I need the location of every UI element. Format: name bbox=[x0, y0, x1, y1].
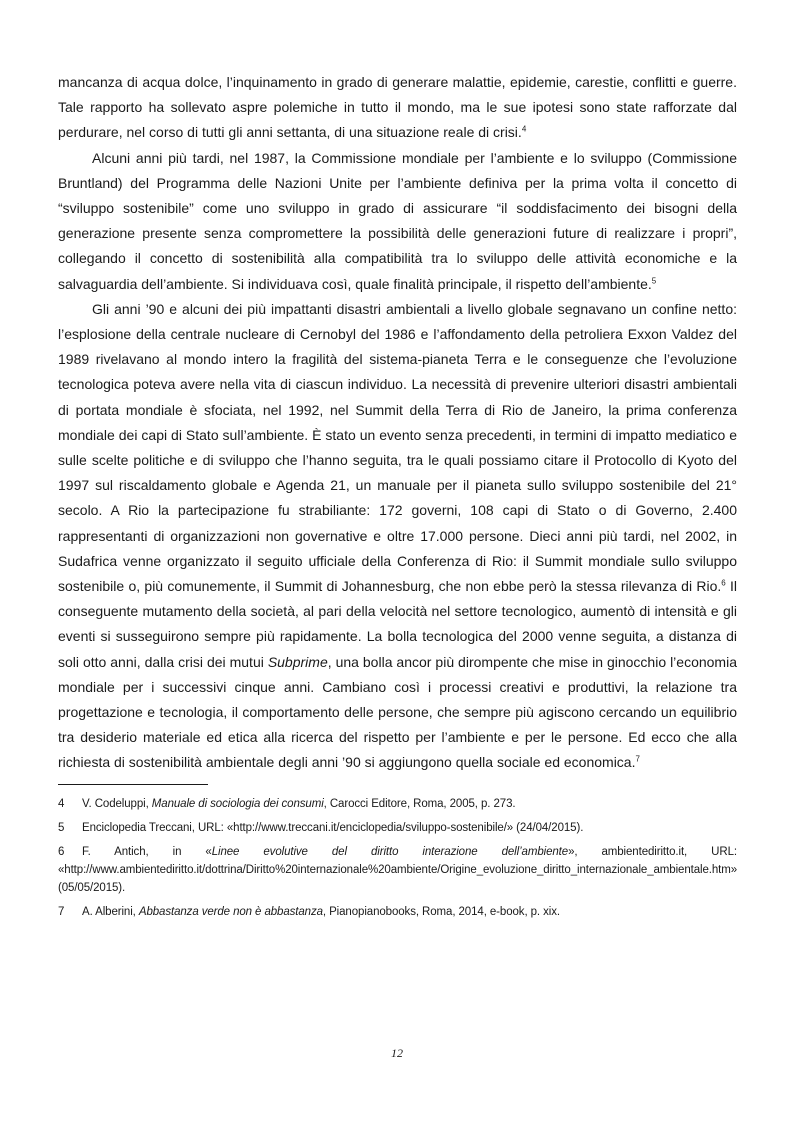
italic-text: Manuale di sociologia dei consumi bbox=[151, 797, 324, 810]
footnote-number: 4 bbox=[58, 797, 65, 810]
footnote-separator bbox=[58, 784, 208, 785]
text-run: », ambientediritto.it, URL: «http://www.ambientediritto.it/dottrina/Diritto%20internazionale%20ambiente/Origine_evoluzione_diritto_internazionale_ambientale.htm» (05/05/2015). bbox=[58, 845, 738, 894]
footnote-reference: 5 bbox=[651, 275, 657, 285]
page-content bbox=[58, 70, 737, 927]
paragraph-1 bbox=[58, 70, 737, 146]
footnotes bbox=[58, 795, 737, 921]
footnote-5 bbox=[58, 819, 737, 837]
text-run: A. Alberini, bbox=[82, 905, 139, 918]
footnote-reference: 4 bbox=[521, 124, 527, 134]
text-run: , Carocci Editore, Roma, 2005, p. 273. bbox=[323, 797, 516, 810]
text-run: Alcuni anni più tardi, nel 1987, la Commissione mondiale per l’ambiente e lo sviluppo (Commissione Bruntland) del Programma delle Nazioni Unite per l’ambiente definiva per la prima volta il concetto di “sviluppo sostenibile” come uno sviluppo in grado di assicurare “il soddisfacimento dei bisogni della generazione presente senza compromettere la possibilità delle generazioni future di realizzare i propri”, collegando il concetto di sostenibilità alla compatibilità tra lo sviluppo delle attività economiche e la salvaguardia dell’ambiente. Si individuava così, quale finalità principale, il rispetto dell’ambiente. bbox=[58, 149, 737, 292]
footnote-7 bbox=[58, 903, 737, 921]
text-run: Gli anni ’90 e alcuni dei più impattanti disastri ambientali a livello globale segnavano un confine netto: l’esplosione della centrale nucleare di Cernobyl del 1986 e l’affondamento della petroliera Exxon Valdez del 1989 rivelavano al mondo intero la fragilità del sistema-pianeta Terra e le conseguenze che l’evoluzione tecnologica poteva avere nella vita di ciascun individuo. La necessità di prevenire ulteriori disastri ambientali di portata mondiale è sfociata, nel 1992, nel Summit della Terra di Rio de Janeiro, la prima conferenza mondiale dei capi di Stato sull’ambiente. È stato un evento senza precedenti, in termini di impatto mediatico e sulle scelte politiche e di sviluppo che l’hanno seguita, tra le quali possiamo citare il Protocollo di Kyoto del 1997 sul riscaldamento globale e Agenda 21, un manuale per il pianeta sullo sviluppo sostenibile del 21° secolo. A Rio la partecipazione fu strabiliante: 172 governi, 108 capi di Stato o di Governo, 2.400 rappresentanti di organizzazioni non governative e oltre 17.000 persone. Dieci anni più tardi, nel 2002, in Sudafrica venne organizzato il seguito ufficiale della Conferenza di Rio: il Summit mondiale sullo sviluppo sostenibile o, più comunemente, il Summit di Johannesburg, che non ebbe però la stessa rilevanza di Rio. bbox=[58, 300, 737, 595]
text-run: Enciclopedia Treccani, URL: «http://www.treccani.it/enciclopedia/sviluppo-sostenibile/» (24/04/2015). bbox=[82, 821, 584, 834]
footnote-reference: 7 bbox=[635, 754, 640, 764]
footnote-number: 7 bbox=[58, 905, 65, 918]
footnote-6 bbox=[58, 843, 737, 897]
text-run: F. Antich, in « bbox=[82, 845, 212, 858]
paragraph-3 bbox=[58, 297, 737, 776]
paragraph-2 bbox=[58, 146, 737, 297]
footnote-4 bbox=[58, 795, 737, 813]
text-run: mancanza di acqua dolce, l’inquinamento in grado di generare malattie, epidemie, carestie, conflitti e guerre. Tale rapporto ha sollevato aspre polemiche in tutto il mondo, ma le sue ipotesi sono state rafforzate dal perdurare, nel corso di tutti gli anni settanta, di una situazione reale di crisi. bbox=[58, 74, 737, 141]
page-number: 12 bbox=[391, 1046, 403, 1060]
text-run: , una bolla ancor più dirompente che mise in ginocchio l’economia mondiale per i successivi cinque anni. Cambiano così i processi creativi e produttivi, la relazione tra progettazione e tecnologia, il comportamento delle persone, che sempre più agiscono cercando un equilibrio tra desiderio materiale ed etica alla ricerca del rispetto per l’ambiente e per le persone. Ed ecco che alla richiesta di sostenibilità ambientale degli anni ’90 si aggiungono quella sociale ed economica. bbox=[58, 653, 737, 771]
italic-text: Subprime bbox=[267, 653, 328, 670]
text-run: Il conseguente mutamento della società, al pari della velocità nel settore tecnologico, aumentò di intensità e gli eventi si susseguirono sempre più rapidamente. La bolla tecnologica del 2000 venne seguita, a distanza di soli otto anni, dalla crisi dei mutui bbox=[58, 578, 737, 670]
text-run: V. Codeluppi, bbox=[82, 797, 152, 810]
footnote-reference: 6 bbox=[721, 578, 726, 588]
text-run: , Pianopianobooks, Roma, 2014, e-book, p. xix. bbox=[322, 905, 560, 918]
body-text bbox=[58, 70, 737, 776]
italic-text: Linee evolutive del diritto interazione dell’ambiente bbox=[211, 845, 569, 858]
italic-text: Abbastanza verde non è abbastanza bbox=[138, 905, 323, 918]
footnote-number: 5 bbox=[58, 821, 65, 834]
footnote-number: 6 bbox=[58, 845, 65, 858]
